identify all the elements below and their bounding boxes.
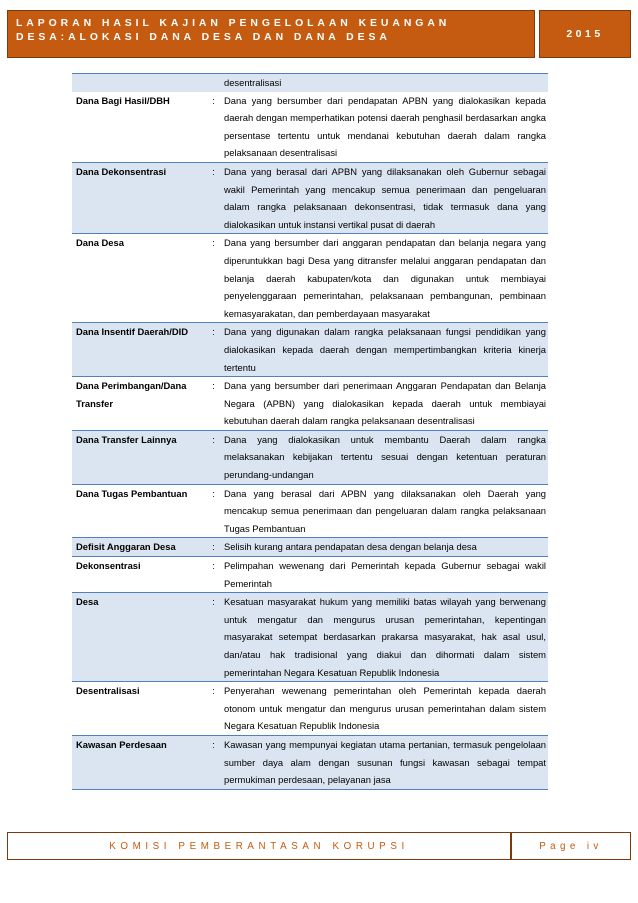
glossary-term: Desa [76, 596, 99, 608]
glossary-row [72, 162, 548, 233]
glossary-definition: Dana yang berasal dari APBN yang dilaksanakan oleh Gubernur sebagai wakil Pemerintah yang mencakup semua penerimaan dan pengeluaran dalam rangka pelaksanaan dekonsentrasi, tidak termasuk dana yang dialokasikan untuk instansi vertikal pusat di daerah [224, 165, 546, 230]
glossary-row [72, 537, 548, 556]
glossary-term: Dana Bagi Hasil/DBH [76, 94, 170, 106]
glossary-term: Dekonsentrasi [76, 560, 141, 572]
glossary-definition: Selisih kurang antara pendapatan desa dengan belanja desa [224, 541, 477, 553]
glossary-table [72, 73, 548, 790]
glossary-definition: desentralisasi [224, 77, 282, 88]
report-year: 2015 [539, 10, 631, 58]
footer-organization: KOMISI PEMBERANTASAN KORUPSI [8, 833, 512, 859]
glossary-row [72, 233, 548, 322]
glossary-definition: Dana yang bersumber dari penerimaan Anggaran Pendapatan dan Belanja Negara (APBN) yang dialokasikan kepada daerah untuk membiayai kebutuhan daerah dalam rangka pelaksanaan desentralisasi [224, 380, 546, 427]
glossary-colon: : [212, 326, 215, 338]
glossary-colon: : [212, 94, 215, 106]
glossary-colon: : [212, 541, 215, 553]
glossary-definition: Dana yang dialokasikan untuk membantu Daerah dalam rangka melaksanakan kebijakan tertentu sesuai dengan ketentuan peraturan perundang-undangan [224, 433, 546, 481]
glossary-term: Dana Insentif Daerah/DID [76, 326, 189, 338]
glossary-term: Dana Dekonsentrasi [76, 165, 167, 177]
glossary-row [72, 322, 548, 376]
glossary-row [72, 484, 548, 538]
page-number: Page iv [539, 840, 603, 852]
glossary-row [72, 430, 548, 484]
page-footer [7, 832, 631, 860]
glossary-term: Dana Desa [76, 237, 124, 249]
glossary-term: Dana Transfer Lainnya [76, 433, 177, 445]
report-title-line-1: LAPORAN HASIL KAJIAN PENGELOLAAN KEUANGAN [16, 18, 451, 29]
glossary-row [72, 592, 548, 681]
glossary-colon: : [212, 237, 215, 249]
glossary-row [72, 556, 548, 592]
glossary-colon: : [212, 685, 215, 697]
glossary-definition: Dana yang bersumber dari pendapatan APBN yang dialokasikan kepada daerah dengan memperhatikan potensi daerah penghasil berdasarkan angka persentase tertentu untuk mendanai kebutuhan daerah dalam rangka pelaksanaan desentralisasi [224, 94, 546, 159]
glossary-colon: : [212, 560, 215, 572]
glossary-row [72, 735, 548, 789]
glossary-row [72, 73, 548, 92]
glossary-colon: : [212, 380, 215, 392]
report-title [7, 10, 535, 58]
glossary-definition: Dana yang digunakan dalam rangka pelaksanaan fungsi pendidikan yang dialokasikan kepada daerah dengan mempertimbangkan kriteria kinerja tertentu [224, 326, 546, 373]
glossary-row [72, 681, 548, 735]
glossary-term [72, 74, 203, 92]
glossary-colon: : [212, 433, 215, 445]
glossary-term: Defisit Anggaran Desa [76, 541, 176, 553]
glossary-definition: Kesatuan masyarakat hukum yang memiliki batas wilayah yang berwenang untuk mengatur dan mengurus urusan pemerintahan, kepentingan masyarakat setempat berdasarkan prakarsa masyarakat, hak asal usul, dan/atau hak tradisional yang diakui dan dihormati dalam sistem pemerintahan Negara Kesatuan Republik Indonesia [224, 596, 546, 678]
glossary-definition: Dana yang bersumber dari anggaran pendapatan dan belanja negara yang diperuntukkan bagi Desa yang ditransfer melalui anggaran pendapatan dan belanja daerah kabupaten/kota dan digunakan untuk membiayai penyelenggaraan pemerintahan, pelaksanaan pembangunan, pembinaan kemasyarakatan, dan pemberdayaan masyarakat [224, 237, 546, 319]
glossary-row [72, 376, 548, 430]
glossary-definition: Dana yang berasal dari APBN yang dilaksanakan oleh Daerah yang mencakup semua penerimaan dan pengeluaran dalam rangka pelaksanaan Tugas Pembantuan [224, 487, 546, 534]
page-header [7, 10, 631, 58]
glossary-colon: : [212, 738, 215, 750]
glossary-colon: : [212, 165, 215, 177]
glossary-term: Dana Perimbangan/Dana Transfer [76, 380, 187, 409]
glossary-term: Dana Tugas Pembantuan [76, 487, 188, 499]
glossary-term: Desentralisasi [76, 685, 140, 697]
glossary-colon: : [212, 596, 215, 608]
report-title-line-2: DESA:ALOKASI DANA DESA DAN DANA DESA [16, 32, 391, 43]
glossary-definition: Pelimpahan wewenang dari Pemerintah kepada Gubernur sebagai wakil Pemerintah [224, 560, 546, 589]
glossary-colon: : [212, 487, 215, 499]
glossary-term: Kawasan Perdesaan [76, 738, 167, 750]
glossary-colon [203, 74, 224, 92]
glossary-definition: Kawasan yang mempunyai kegiatan utama pertanian, termasuk pengelolaan sumber daya alam dengan susunan fungsi kawasan sebagai tempat permukiman perdesaan, pelayanan jasa [224, 738, 546, 786]
glossary-definition: Penyerahan wewenang pemerintahan oleh Pemerintah kepada daerah otonom untuk mengatur dan mengurus urusan pemerintahan dalam sistem Negara Kesatuan Republik Indonesia [224, 685, 546, 732]
glossary-row [72, 92, 548, 162]
